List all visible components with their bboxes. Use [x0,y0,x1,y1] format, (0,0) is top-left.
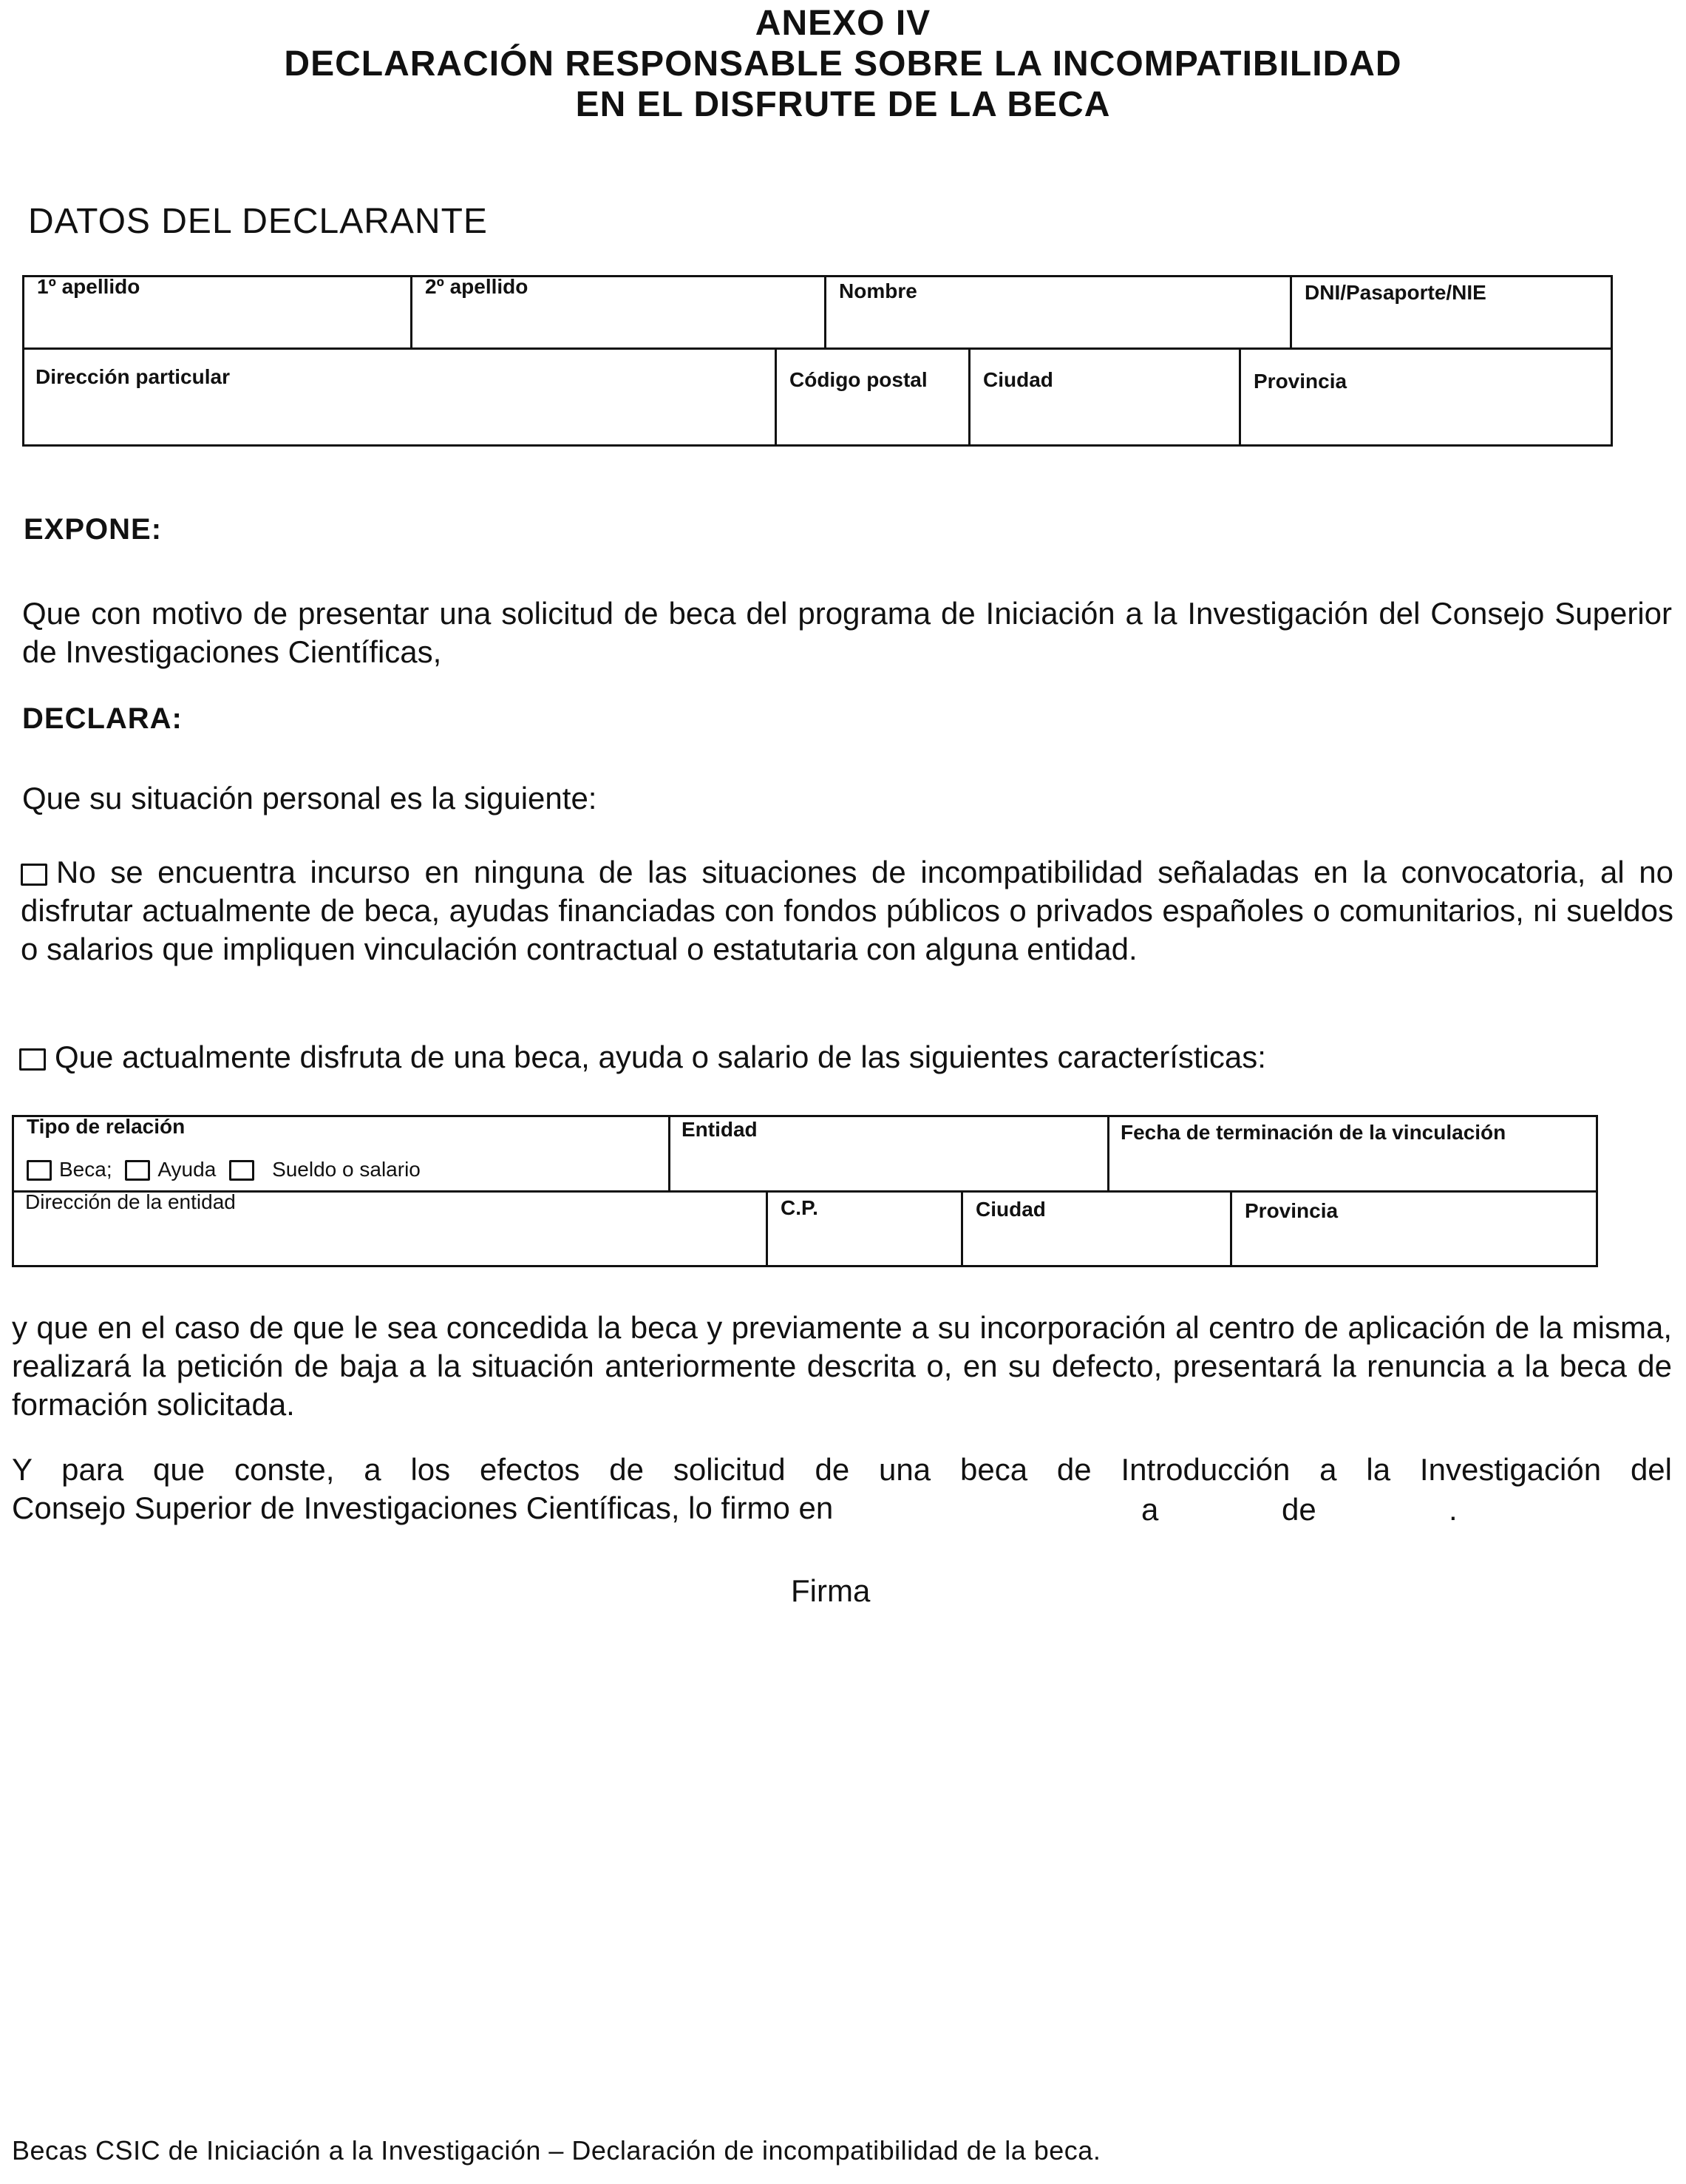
expone-text: Que con motivo de presentar una solicitud de beca del programa de Iniciación a la Investigación del Consejo Superior de Investigaciones Científicas, [22,596,1672,669]
option-beca-label: Beca; [59,1158,112,1181]
signature-label: Firma [791,1573,871,1608]
field-cp[interactable]: C.P. [781,1196,818,1219]
divider [775,347,777,447]
divider [961,1190,963,1267]
date-period: . [1449,1492,1458,1527]
relation-row-divider [12,1190,1598,1193]
closing-signature-block [12,1451,1672,1527]
option-current-beca [19,1038,1266,1076]
declara-intro: Que su situación personal es la siguiente: [22,781,597,815]
divider [410,275,412,349]
declara-heading: DECLARA: [22,702,183,735]
field-codigo-postal[interactable]: Código postal [789,368,928,391]
field-provincia[interactable]: Provincia [1254,370,1347,393]
option-ayuda-label: Ayuda [157,1158,217,1181]
title-main: DECLARACIÓN RESPONSABLE SOBRE LA INCOMPATIBILIDAD [284,44,1402,84]
checkbox-no-incompatibility[interactable] [21,864,47,886]
field-apellido2[interactable]: 2º apellido [425,275,528,298]
expone-heading: EXPONE: [24,513,163,546]
closing-line1: Y para que conste, a los efectos de solicitud de una beca de Introducción a la Investigación del [12,1452,1672,1487]
divider [668,1115,670,1192]
field-ciudad[interactable]: Ciudad [983,368,1053,391]
field-apellido1[interactable]: 1º apellido [37,275,140,298]
checkbox-sueldo[interactable] [229,1160,254,1181]
divider [1239,347,1241,447]
relation-table [12,1115,1598,1267]
closing-line2: Consejo Superior de Investigaciones Científicas, lo firmo en [12,1491,834,1525]
date-month-connector: de [1282,1492,1316,1527]
option-no-incompatibility [21,853,1673,969]
divider [824,275,826,349]
declarant-heading: DATOS DEL DECLARANTE [28,202,488,241]
field-ciudad-entidad[interactable]: Ciudad [976,1198,1046,1221]
tipo-options [27,1158,421,1181]
option-sueldo-label: Sueldo o salario [272,1158,421,1181]
divider [766,1190,768,1267]
checkbox-ayuda[interactable] [125,1160,150,1181]
field-fecha-terminacion[interactable]: Fecha de terminación de la vinculación [1121,1121,1506,1144]
divider [1107,1115,1109,1192]
declarant-table [22,275,1613,447]
divider [968,347,971,447]
title-sub: EN EL DISFRUTE DE LA BECA [575,85,1111,124]
checkbox-beca[interactable] [27,1160,52,1181]
field-tipo-relacion: Tipo de relación [27,1115,186,1138]
date-day-connector: a [1141,1492,1159,1527]
field-provincia-entidad[interactable]: Provincia [1245,1199,1339,1222]
field-direccion[interactable]: Dirección particular [35,365,230,388]
field-entidad[interactable]: Entidad [681,1118,758,1141]
title-annex: ANEXO IV [755,4,931,43]
title-block [0,3,1686,125]
option-current-beca-text: Que actualmente disfruta de una beca, ayuda o salario de las siguientes características: [55,1040,1266,1074]
option-no-incompatibility-text: No se encuentra incurso en ninguna de las situaciones de incompatibilidad señaladas en la convocatoria, al no disfrutar actualmente de beca, ayudas financiadas con fondos públicos o privados españoles o comunitarios, ni sueldos o salarios que impliquen vinculación contractual o estatutaria con alguna entidad. [21,855,1673,966]
declarant-row-divider [22,347,1613,350]
divider [1230,1190,1232,1267]
field-dni[interactable]: DNI/Pasaporte/NIE [1305,281,1486,304]
field-nombre[interactable]: Nombre [839,279,917,302]
page-footer: Becas CSIC de Iniciación a la Investigación – Declaración de incompatibilidad de la beca. [12,2135,1101,2166]
field-direccion-entidad[interactable]: Dirección de la entidad [25,1190,236,1213]
closing-text: y que en el caso de que le sea concedida la beca y previamente a su incorporación al centro de aplicación de la misma, realizará la petición de baja a la situación anteriormente descrita o, en su defecto, presentará la renuncia a la beca de formación solicitada. [12,1310,1672,1422]
checkbox-current-beca[interactable] [19,1048,46,1071]
divider [1290,275,1292,349]
